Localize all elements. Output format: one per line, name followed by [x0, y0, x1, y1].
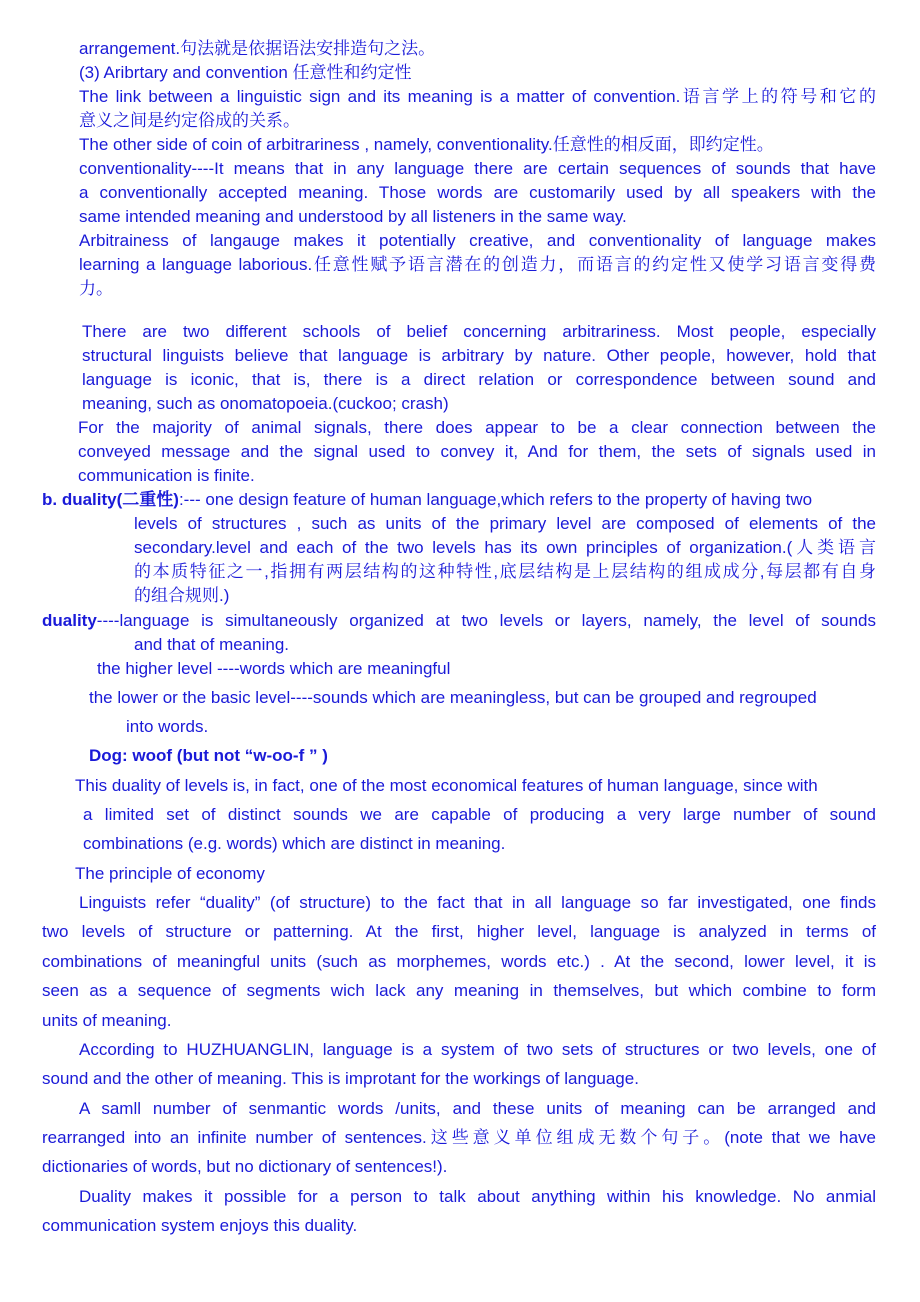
text-line: Duality makes it possible for a person to talk about anything within his knowledge. No anmial [79, 1187, 876, 1206]
text-line: units of meaning. [42, 1011, 172, 1030]
text-line: sound and the other of meaning. This is improtant for the workings of language. [42, 1069, 639, 1088]
text-line: communication is finite. [78, 466, 255, 485]
text-line: secondary.level and each of the two levels has its own principles of organization.(人类语言 [134, 538, 876, 557]
text-line: The link between a linguistic sign and its meaning is a matter of convention.语言学上的符号和它的 [79, 87, 876, 106]
text-line: a conventionally accepted meaning. Those words are customarily used by all speakers with the [79, 183, 876, 202]
term-duality: duality [42, 611, 97, 630]
text-line: learning a language laborious.任意性赋予语言潜在的创造力，而语言的约定性又使学习语言变得费 [79, 255, 876, 274]
term-duality-heading: b. duality(二重性) [42, 490, 179, 509]
definition-text: :--- one design feature of human language,which refers to the property of having two [178, 490, 813, 509]
text-line: arrangement.句法就是依据语法安排造句之法。 [79, 39, 436, 58]
section-heading: (3) Aribrtary and convention 任意性和约定性 [79, 63, 412, 82]
text-line: communication system enjoys this duality. [42, 1216, 358, 1235]
text-line: meaning, such as onomatopoeia.(cuckoo; crash) [82, 394, 449, 413]
text-line: levels of structures , such as units of the primary level are composed of elements of the [134, 514, 876, 533]
example-line: Dog: woof (but not “w-oo-f ” ) [89, 746, 328, 765]
definition-text: ----language is simultaneously organized at two levels or layers, namely, the level of sounds [96, 611, 876, 630]
text-line: seen as a sequence of segments wich lack any meaning in themselves, but which combine to form [42, 981, 876, 1000]
text-line: conveyed message and the signal used to convey it, And for them, the sets of signals used in [78, 442, 876, 461]
definition-line [42, 488, 876, 512]
text-line: 的本质特征之一,指拥有两层结构的这种特性,底层结构是上层结构的组成成分,每层都有自身 [134, 562, 876, 581]
text-line: Linguists refer “duality” (of structure) to the fact that in all language so far investigated, one finds [79, 893, 876, 912]
text-line: 力。 [79, 279, 113, 298]
text-line: a limited set of distinct sounds we are capable of producing a very large number of sound [83, 805, 876, 824]
text-line: dictionaries of words, but no dictionary of sentences!). [42, 1157, 448, 1176]
text-line: and that of meaning. [134, 635, 290, 654]
text-line: The other side of coin of arbitrariness , namely, conventionality.任意性的相反面，即约定性。 [79, 135, 774, 154]
text-line: rearranged into an infinite number of sentences.这些意义单位组成无数个句子。(note that we have [42, 1128, 876, 1147]
text-line: combinations of meaningful units (such as morphemes, words etc.) . At the second, lower level, it is [42, 952, 876, 971]
text-line: into words. [126, 717, 209, 736]
text-line: language is iconic, that is, there is a direct relation or correspondence between sound and [82, 370, 876, 389]
text-line: Arbitrainess of langauge makes it potentially creative, and conventionality of language makes [79, 231, 876, 250]
text-line: The principle of economy [75, 864, 265, 883]
text-line: A samll number of senmantic words /units, and these units of meaning can be arranged and [79, 1099, 876, 1118]
text-line: According to HUZHUANGLIN, language is a system of two sets of structures or two levels, one of [79, 1040, 876, 1059]
text-line: combinations (e.g. words) which are distinct in meaning. [83, 834, 506, 853]
text-line: For the majority of animal signals, there does appear to be a clear connection between the [78, 418, 876, 437]
text-line: This duality of levels is, in fact, one of the most economical features of human language, since with [75, 776, 818, 795]
text-line: the higher level ----words which are meaningful [97, 659, 451, 678]
text-line: conventionality----It means that in any language there are certain sequences of sounds that have [79, 159, 876, 178]
definition-line [42, 609, 876, 633]
text-line: two levels of structure or patterning. At the first, higher level, language is analyzed in terms of [42, 922, 876, 941]
text-line: There are two different schools of belief concerning arbitrariness. Most people, especially [82, 322, 876, 341]
text-line: 意义之间是约定俗成的关系。 [79, 111, 300, 130]
text-line: same intended meaning and understood by all listeners in the same way. [79, 207, 627, 226]
text-line: 的组合规则.) [134, 586, 230, 605]
text-line: structural linguists believe that language is arbitrary by nature. Other people, however, hold that [82, 346, 876, 365]
text-line: the lower or the basic level----sounds which are meaningless, but can be grouped and regrouped [89, 688, 817, 707]
